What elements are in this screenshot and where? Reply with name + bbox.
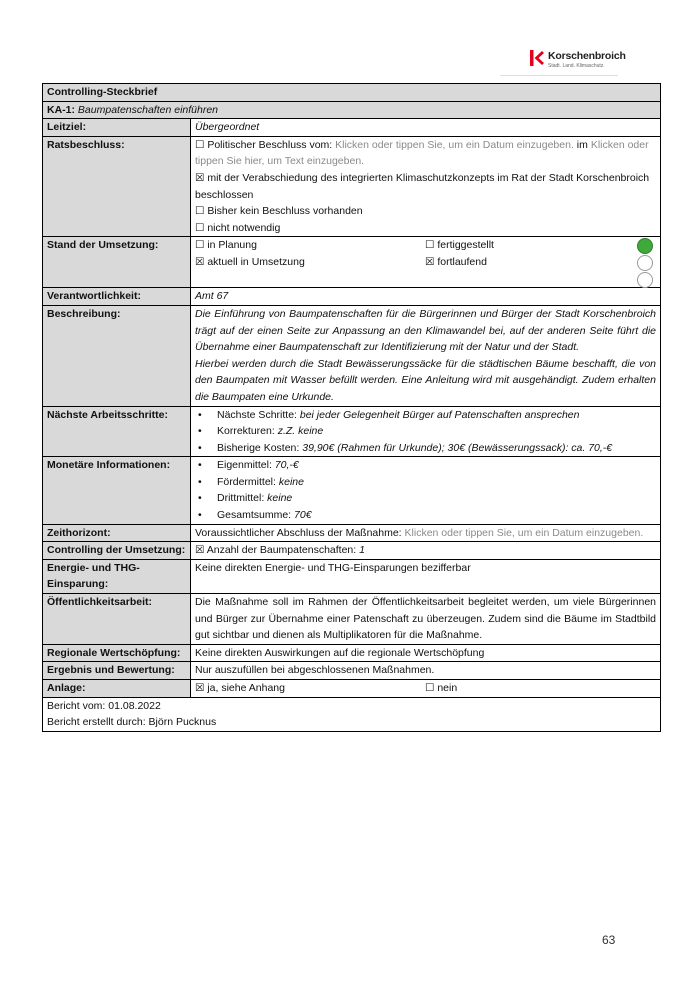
value-ratsbeschluss	[191, 136, 661, 237]
beschreibung-p1: Die Einführung von Baumpatenschaften für die Bürgerinnen und Bürger der Stadt Korschenbroich trägt auf der einen Seite zur Anpassung an den Klimawandel bei, auf der anderen Seite führt die Übernahme einer Baumpatenschaft zur Identifizierung mit der Natur und der Stadt.	[195, 307, 656, 354]
row-energie	[43, 559, 661, 593]
traffic-light-empty-icon	[637, 272, 653, 288]
date-placeholder[interactable]: Klicken oder tippen Sie, um ein Datum einzugeben.	[404, 526, 644, 539]
controlling-table	[42, 83, 661, 732]
label-energie: Energie- und THG-Einsparung:	[43, 559, 191, 593]
traffic-light-green-icon	[637, 238, 653, 254]
list-item: • Eigenmittel: 70,-€	[195, 457, 656, 474]
date-placeholder[interactable]: Klicken oder tippen Sie, um ein Datum einzugeben.	[335, 138, 574, 151]
option-anhang-ja[interactable]: ☒ ja, siehe Anhang	[195, 682, 285, 694]
report-date: Bericht vom: 01.08.2022	[47, 699, 161, 712]
value-oeffentlichkeit: Die Maßnahme soll im Rahmen der Öffentlichkeitsarbeit begleitet werden, um viele Bürgerinnen und Bürger zur Übernahme einer Patenschaft zu überzeugen. Zudem sind die Bäume im Stadtbild gut sichtbar und dienen als Multiplikatoren für die Maßnahme.	[191, 594, 661, 645]
row-ergebnis	[43, 662, 661, 680]
row-anlage	[43, 680, 661, 698]
label-zeithorizont: Zeithorizont:	[43, 524, 191, 542]
option-kein-beschluss[interactable]: ☐ Bisher kein Beschluss vorhanden	[195, 205, 363, 218]
value-controlling: ☒ Anzahl der Baumpatenschaften: 1	[191, 542, 661, 560]
sheet-title: Controlling-Steckbrief	[43, 84, 661, 102]
measure-code: KA-1:	[47, 103, 75, 116]
list-item: • Bisherige Kosten: 39,90€ (Rahmen für Urkunde); 30€ (Bewässerungssack): ca. 70,-€	[195, 440, 656, 457]
value-ergebnis: Nur auszufüllen bei abgeschlossenen Maßnahmen.	[191, 662, 661, 680]
label-ergebnis: Ergebnis und Bewertung:	[43, 662, 191, 680]
list-item: • Korrekturen: z.Z. keine	[195, 423, 656, 440]
label-stand: Stand der Umsetzung:	[43, 237, 191, 288]
row-zeithorizont	[43, 524, 661, 542]
value-leitziel: Übergeordnet	[191, 119, 661, 137]
report-author: Bericht erstellt durch: Björn Pucknus	[47, 716, 217, 729]
measure-name: Baumpatenschaften einführen	[77, 103, 219, 116]
label-monetaer: Monetäre Informationen:	[43, 457, 191, 524]
row-leitziel	[43, 119, 661, 137]
label-oeffentlichkeit: Öffentlichkeitsarbeit:	[43, 594, 191, 645]
list-item: • Gesamtsumme: 70€	[195, 507, 656, 524]
option-fertiggestellt[interactable]: ☐ fertiggestellt	[425, 239, 494, 252]
list-item: • Drittmittel: keine	[195, 490, 656, 507]
row-monetaer	[43, 457, 661, 524]
row-wertschoepfung	[43, 644, 661, 662]
row-ratsbeschluss	[43, 136, 661, 237]
option-anhang-nein[interactable]: ☐ nein	[425, 682, 458, 694]
value-energie: Keine direkten Energie- und THG-Einsparungen bezifferbar	[191, 559, 661, 593]
option-verabschiedung[interactable]: ☒ mit der Verabschiedung des integrierten Klimaschutzkonzepts im Rat der Stadt Korschenbroich beschlossen	[195, 171, 650, 201]
logo-divider	[500, 75, 618, 76]
page-number: 63	[602, 933, 616, 947]
city-logo-icon	[530, 50, 544, 66]
text-placeholder[interactable]: Klicken oder tippen Sie hier, um Text einzugeben.	[195, 138, 649, 168]
label-leitziel: Leitziel:	[43, 119, 191, 137]
row-verantwortlichkeit	[43, 288, 661, 306]
beschreibung-p2: Hierbei werden durch die Stadt Bewässerungssäcke für die städtischen Bäume beschafft, die von den Baumpaten mit Wasser befüllt werden. Eine Anleitung wird mit ausgehändigt. Zudem erhalten die Baumpaten eine Urkunde.	[195, 357, 656, 403]
row-schritte	[43, 406, 661, 457]
row-oeffentlichkeit	[43, 594, 661, 645]
option-aktuell[interactable]: ☒ aktuell in Umsetzung	[195, 255, 305, 268]
value-verantwortlichkeit: Amt 67	[191, 288, 661, 306]
logo-name: Korschenbroich	[548, 50, 626, 62]
value-stand	[191, 237, 661, 288]
row-footer	[43, 697, 661, 731]
label-ratsbeschluss: Ratsbeschluss:	[43, 136, 191, 237]
label-beschreibung: Beschreibung:	[43, 305, 191, 406]
value-monetaer	[191, 457, 661, 524]
label-verantwortlichkeit: Verantwortlichkeit:	[43, 288, 191, 306]
report-footer	[43, 697, 661, 731]
option-fortlaufend[interactable]: ☒ fortlaufend	[425, 255, 487, 268]
option-politischer-beschluss[interactable]: ☐ Politischer Beschluss vom: Klicken oder tippen Sie, um ein Datum einzugeben. im Klicken oder tippen Sie hier, um Text einzugeben.	[195, 138, 649, 168]
korschenbroich-logo	[530, 48, 650, 76]
row-controlling	[43, 542, 661, 560]
label-controlling: Controlling der Umsetzung:	[43, 542, 191, 560]
logo-tagline: Stadt. Land. Klimaschutz.	[548, 63, 605, 69]
value-anlage	[191, 680, 661, 698]
label-schritte: Nächste Arbeitsschritte:	[43, 406, 191, 457]
traffic-light-empty-icon	[637, 255, 653, 271]
option-nicht-notwendig[interactable]: ☐ nicht notwendig	[195, 221, 281, 234]
list-item: • Nächste Schritte: bei jeder Gelegenheit Bürger auf Patenschaften ansprechen	[195, 407, 656, 424]
list-item: • Fördermittel: keine	[195, 474, 656, 491]
row-beschreibung	[43, 305, 661, 406]
option-in-planung[interactable]: ☐ in Planung	[195, 239, 257, 252]
value-zeithorizont: Voraussichtlicher Abschluss der Maßnahme: Klicken oder tippen Sie, um ein Datum einzugeben.	[191, 524, 661, 542]
label-anlage: Anlage:	[43, 680, 191, 698]
row-stand	[43, 237, 661, 288]
value-beschreibung	[191, 305, 661, 406]
measure-title	[43, 101, 661, 119]
value-wertschoepfung: Keine direkten Auswirkungen auf die regionale Wertschöpfung	[191, 644, 661, 662]
traffic-light	[637, 238, 654, 289]
value-schritte	[191, 406, 661, 457]
label-wertschoepfung: Regionale Wertschöpfung:	[43, 644, 191, 662]
